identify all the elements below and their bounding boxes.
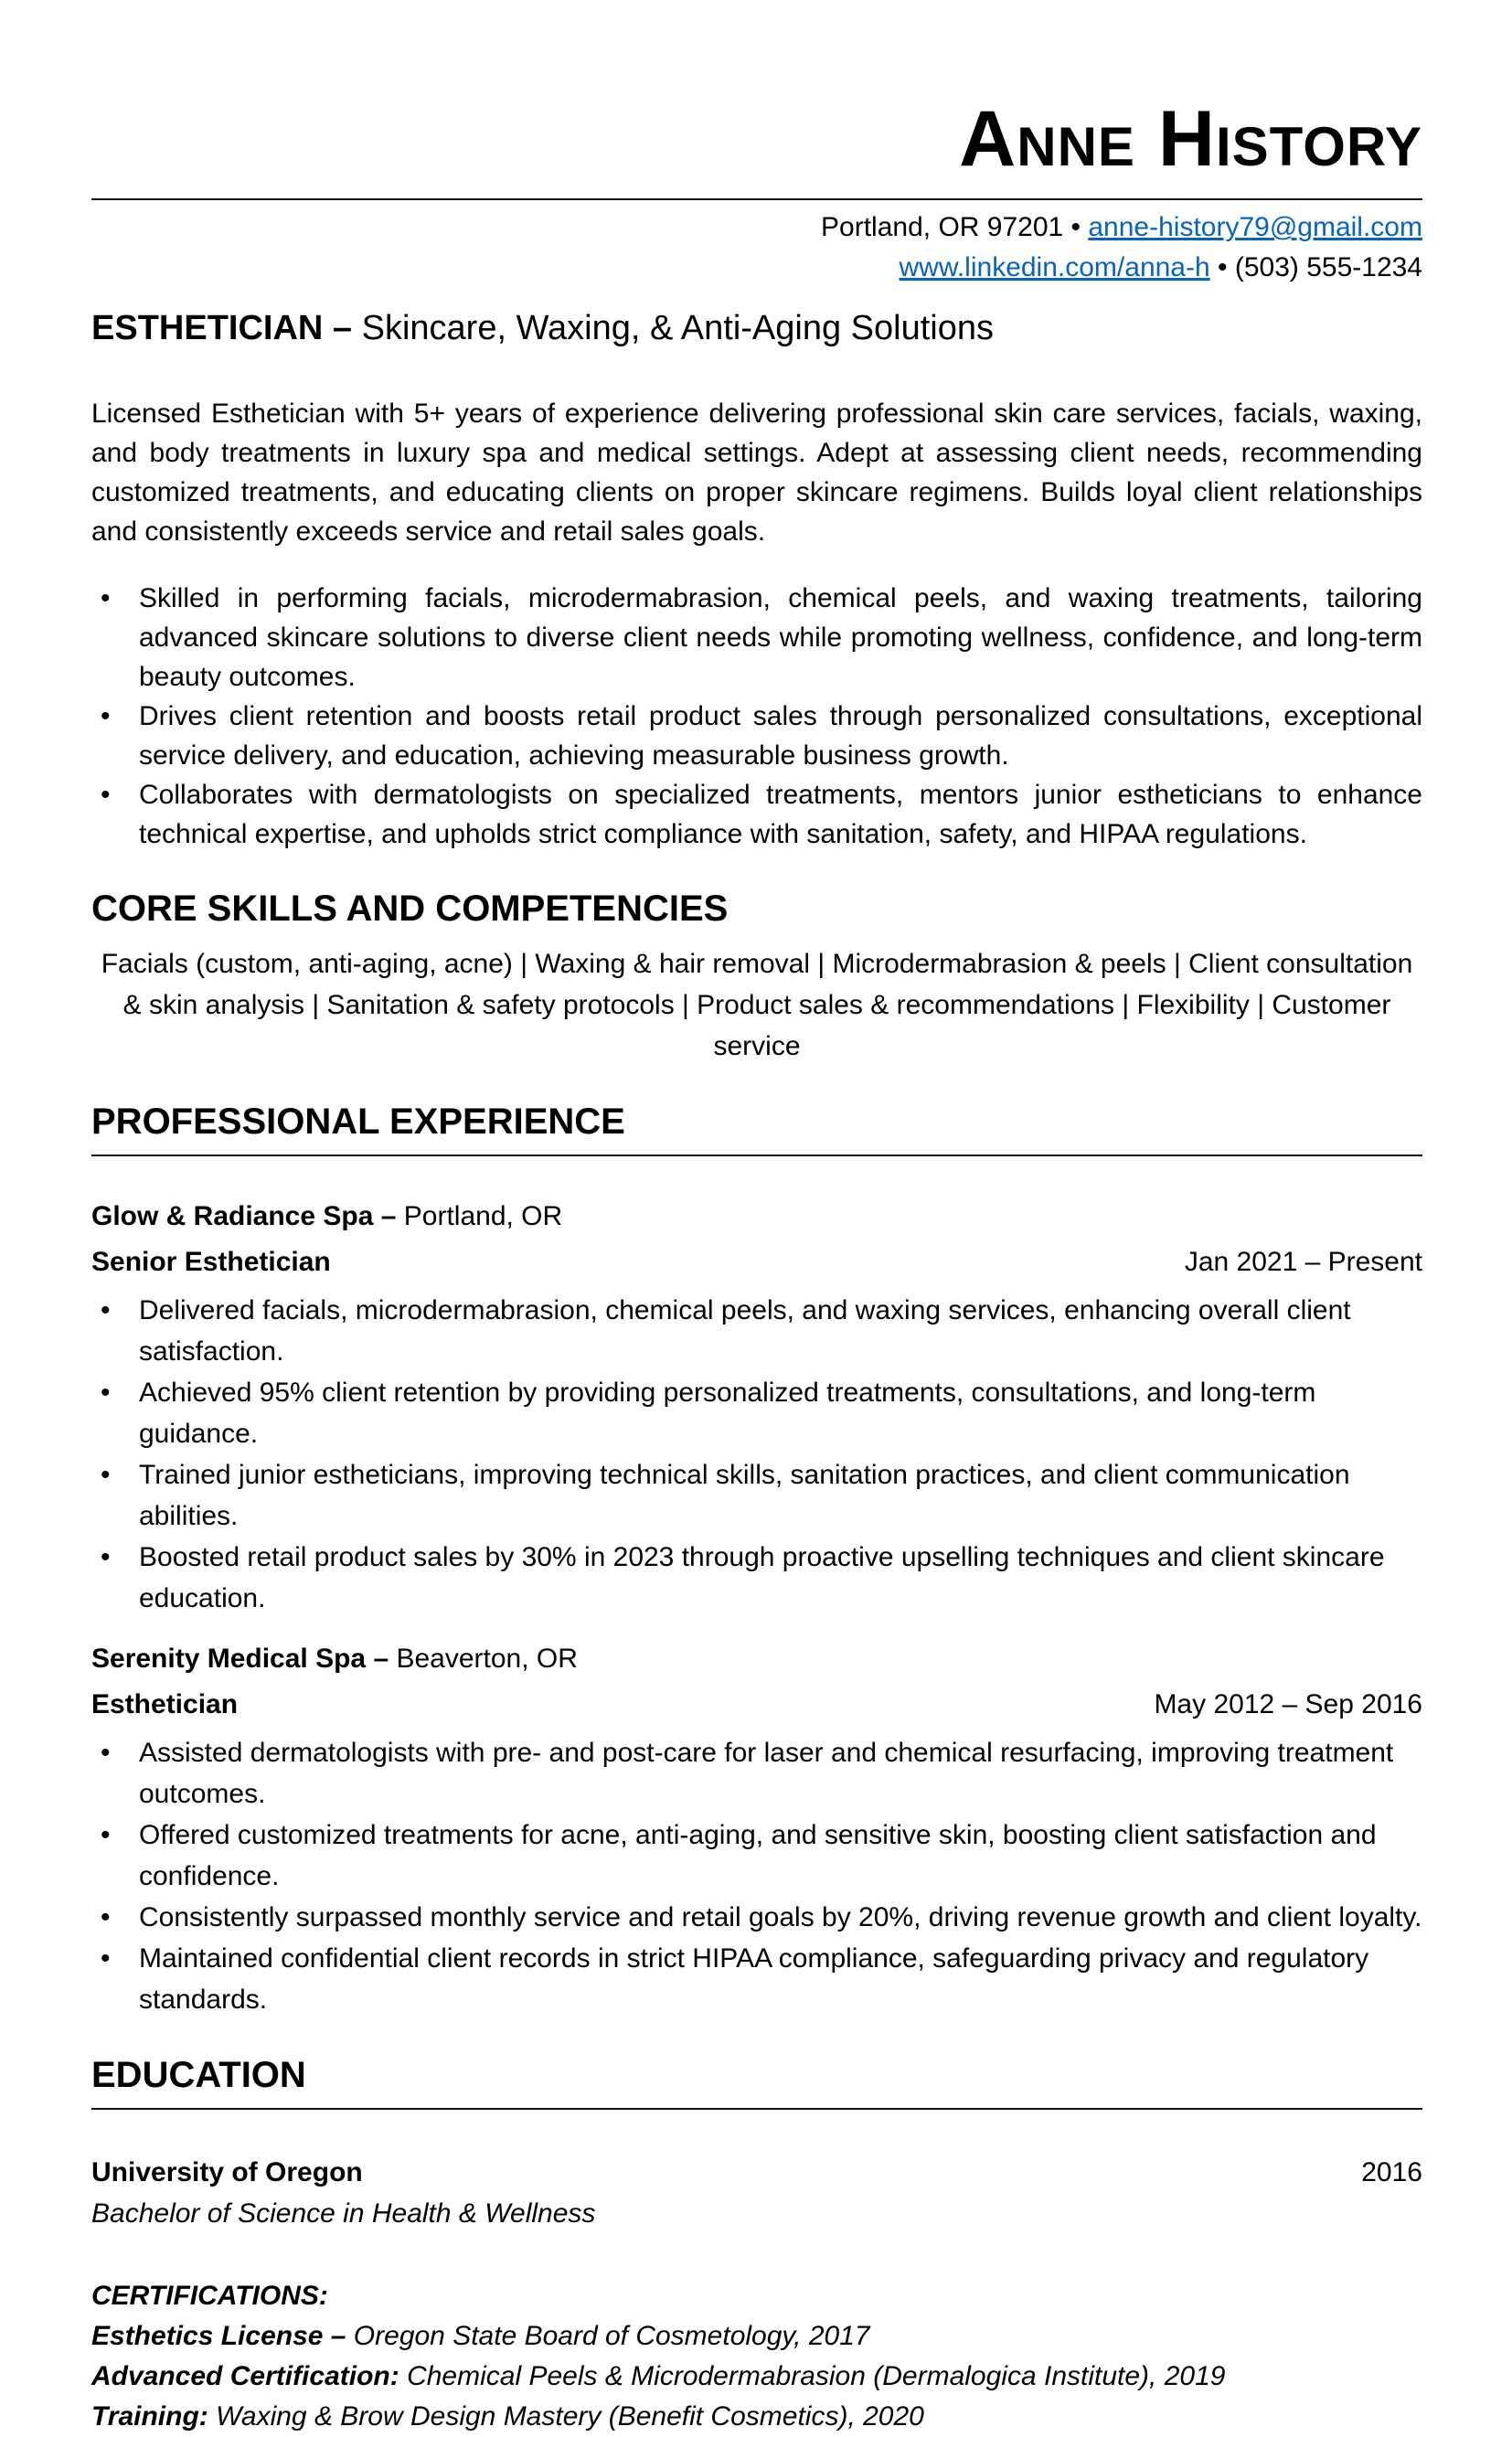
headline-subtitle: Skincare, Waxing, & Anti-Aging Solutions [352,309,994,348]
core-skills-text: Facials (custom, anti-aging, acne) | Waxing & hair removal | Microdermabrasion & peels | Client consultation & skin analysis | Sanitation & safety protocols | Product sales & recommendations | Flexibility | Customer service [101,949,1413,1062]
summary-bullet: • Skilled in performing facials, microdermabrasion, chemical peels, and waxing treatments, tailoring advanced skincare solutions to diverse client needs while promoting wellness, confidence, and long-term beauty outcomes. [91,579,1422,697]
job-location: Portland, OR [396,1201,563,1232]
certification-detail: Waxing & Brow Design Mastery (Benefit Cosmetics), 2020 [208,2401,924,2432]
summary-paragraph: Licensed Esthetician with 5+ years of experience delivering professional skin care services, facials, waxing, and body treatments in luxury spa and medical settings. Adept at assessing client needs, recommending customized treatments, and educating clients on proper skincare regimens. Builds loyal client relationships and consistently exceeds service and retail sales goals. [91,399,1422,548]
certification-detail: Chemical Peels & Microdermabrasion (Dermalogica Institute), 2019 [399,2361,1226,2392]
certification-label: Esthetics License – [91,2321,346,2352]
summary-bullet: • Collaborates with dermatologists on specialized treatments, mentors junior estheticians to enhance technical expertise, and upholds strict compliance with sanitation, safety, and HIPAA regulations. [91,775,1422,854]
job-dates: Jan 2021 – Present [1184,1247,1422,1278]
headline-role: ESTHETICIAN – [91,309,353,348]
certification-label: Advanced Certification: [91,2361,399,2392]
contact-phone: • (503) 555-1234 [1209,252,1422,283]
job-bullet: • Delivered facials, microdermabrasion, chemical peels, and waxing services, enhancing overall client satisfaction. [91,1290,1422,1372]
headline [91,308,1422,350]
job-bullet: • Assisted dermatologists with pre- and post-care for laser and chemical resurfacing, improving treatment outcomes. [91,1732,1422,1814]
job-role-row [91,1244,1422,1281]
summary-bullet: • Drives client retention and boosts retail product sales through personalized consultations, exceptional service delivery, and education, achieving measurable business growth. [91,697,1422,775]
job-bullet: • Achieved 95% client retention by providing personalized treatments, consultations, and long-term guidance. [91,1372,1422,1454]
section-heading-core-skills: CORE SKILLS AND COMPETENCIES [91,889,729,930]
section-heading-education: EDUCATION [91,2053,1422,2110]
job-company-line [91,1198,1422,1235]
job-company: Glow & Radiance Spa – [91,1201,397,1232]
contact-block [91,208,1422,288]
job-title: Esthetician [91,1689,239,1720]
education-school-row [91,2154,1422,2192]
page-title: Anne History [959,95,1422,183]
job-bullet-list [91,1732,1422,2020]
contact-line-2 [91,248,1422,288]
certification-line [91,2397,1422,2437]
job-company-line [91,1641,1422,1677]
job-role-row [91,1687,1422,1723]
job-location: Beaverton, OR [389,1644,578,1675]
education-year: 2016 [1361,2157,1422,2188]
job-entry [91,1641,1422,2020]
job-company: Serenity Medical Spa – [91,1644,389,1675]
job-bullet-list [91,1290,1422,1619]
contact-location: Portland, OR 97201 • [821,212,1089,243]
header-divider [91,198,1422,200]
job-entry [91,1198,1422,1619]
job-title: Senior Esthetician [91,1247,331,1278]
certification-line [91,2316,1422,2357]
certification-line [91,2357,1422,2397]
job-dates: May 2012 – Sep 2016 [1154,1689,1422,1720]
job-bullet: • Maintained confidential client records in strict HIPAA compliance, safeguarding privacy and regulatory standards. [91,1938,1422,2020]
email-link[interactable]: anne-history79@gmail.com [1088,212,1422,243]
certification-detail: Oregon State Board of Cosmetology, 2017 [346,2321,870,2352]
contact-line-1 [91,208,1422,248]
job-bullet: • Offered customized treatments for acne, anti-aging, and sensitive skin, boosting client satisfaction and confidence. [91,1814,1422,1897]
job-bullet: • Trained junior estheticians, improving technical skills, sanitation practices, and client communication abilities. [91,1454,1422,1537]
job-bullet: • Boosted retail product sales by 30% in 2023 through proactive upselling techniques and client skincare education. [91,1537,1422,1619]
job-bullet: • Consistently surpassed monthly service and retail goals by 20%, driving revenue growth and client loyalty. [91,1897,1422,1938]
linkedin-link[interactable]: www.linkedin.com/anna-h [899,252,1210,283]
section-heading-experience: PROFESSIONAL EXPERIENCE [91,1100,1422,1156]
summary-bullet-list [91,579,1422,854]
certifications-heading: CERTIFICATIONS: [91,2281,328,2312]
certification-label: Training: [91,2401,208,2432]
education-degree: Bachelor of Science in Health & Wellness [91,2198,596,2229]
education-school: University of Oregon [91,2157,363,2188]
